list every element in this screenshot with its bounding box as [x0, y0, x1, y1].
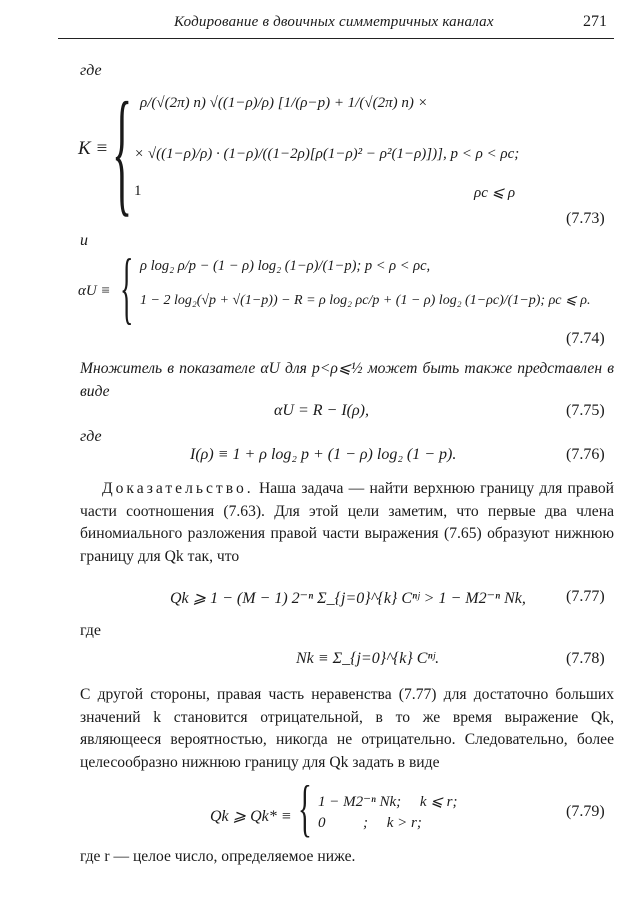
- page-number: 271: [583, 13, 607, 30]
- eq79-brace: {: [298, 772, 312, 843]
- proof-text: Наша задача — найти верхнюю границу для правой части соотношения (7.63). Для этой цели заметим, что первые два члена биномиального разложения правой части выражения (7.65) образуют нижнюю границу для Qk так, что: [80, 480, 614, 565]
- eq78-number: (7.78): [566, 650, 605, 667]
- eq77: Qk ⩾ 1 − (M − 1) 2⁻ⁿ Σ_{j=0}^{k} Cⁿʲ > 1 − M2⁻ⁿ Nk,: [170, 590, 526, 607]
- eq73-lhs: K ≡: [78, 138, 109, 159]
- paragraph-proof: [80, 478, 614, 568]
- eq73-brace: {: [112, 74, 133, 229]
- eq73-row1: ρ/(√(2π) n) √((1−ρ)/ρ) [1/(ρ−p) + 1/(√(2π) n) ×: [140, 95, 428, 111]
- eq73-cond3: ρc ⩽ ρ: [474, 185, 516, 201]
- eq75-number: (7.75): [566, 402, 605, 419]
- eq77-number: (7.77): [566, 588, 605, 605]
- eq73-row3: 1: [134, 183, 142, 199]
- header-rule: [58, 38, 614, 39]
- eq74-row2: 1 − 2 log₂(√p + √(1−p)) − R = ρ log₂ ρc/p + (1 − ρ) log₂ (1−ρc)/(1−p); ρc ⩽ ρ.: [140, 293, 591, 308]
- paragraph-r-defined: где r — целое число, определяемое ниже.: [80, 848, 356, 865]
- running-title: Кодирование в двоичных симметричных каналах: [174, 14, 494, 30]
- label-gde-1: где: [80, 62, 102, 79]
- label-gde-3: где: [80, 622, 102, 639]
- proof-word: Доказательство.: [102, 480, 254, 497]
- label-gde-2: где: [80, 428, 102, 445]
- eq79-lhs: Qk ⩾ Qk* ≡: [210, 808, 292, 825]
- eq74-brace: {: [120, 244, 134, 332]
- eq76: I(ρ) ≡ 1 + ρ log₂ p + (1 − ρ) log₂ (1 − p).: [190, 446, 457, 463]
- eq74-row1: ρ log₂ ρ/p − (1 − ρ) log₂ (1−ρ)/(1−p); p < ρ < ρc,: [140, 258, 431, 274]
- paragraph-multiplier: Множитель в показателе αU для p<ρ⩽½ может быть также представлен в виде: [80, 360, 614, 400]
- eq79-row2: 0 ; k > r;: [318, 815, 422, 831]
- label-i: и: [80, 232, 88, 249]
- eq73-row2: × √((1−ρ)/ρ) · (1−ρ)/((1−2ρ)[ρ(1−ρ)² − ρ²(1−ρ)])], p < ρ < ρc;: [134, 146, 520, 162]
- eq79-row1: 1 − M2⁻ⁿ Nk; k ⩽ r;: [318, 794, 458, 810]
- eq73-number: (7.73): [566, 210, 605, 227]
- eq79-number: (7.79): [566, 803, 605, 820]
- eq74-number: (7.74): [566, 330, 605, 347]
- eq78: Nk ≡ Σ_{j=0}^{k} Cⁿʲ.: [296, 650, 440, 667]
- paragraph-other-side: С другой стороны, правая часть неравенства (7.77) для достаточно больших значений k становится отрицательной, в то же время выражение Qk, являющееся вероятностью, никогда не отрицательно. Следовательно, более целесообразно нижнюю границу для Qk задать в виде: [80, 686, 614, 771]
- eq75: αU = R − I(ρ),: [274, 402, 369, 419]
- eq74-lhs: αU ≡: [78, 283, 111, 299]
- eq76-number: (7.76): [566, 446, 605, 463]
